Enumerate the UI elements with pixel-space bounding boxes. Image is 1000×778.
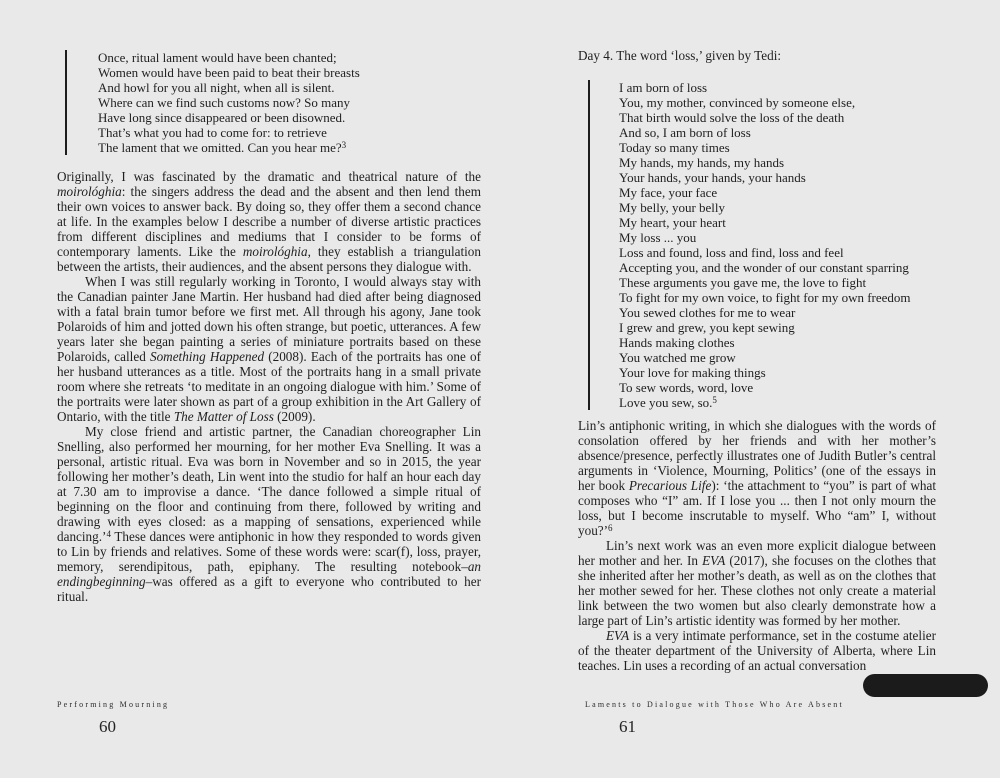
text-segment: That birth would solve the loss of the death [619,110,845,125]
text-segment: Originally, I was fascinated by the dramatic and theatrical nature of the [57,169,481,184]
text-segment: Hands making clothes [619,335,735,350]
text-segment: an endingbeginning [57,559,481,589]
text-segment: Something Happened [149,349,265,364]
text-segment: : the singers address the dead and the absent and then lend them their own voices to answer back. By doing so, they offer them a second chance at life. In the examples below I describe a number of diverse artistic practices from different disciplines and mediums that I consider to be forms of contemporary laments. Like the [57,184,481,259]
quote-line [619,185,936,200]
text-segment: Loss and found, loss and find, loss and feel [619,245,844,260]
quote-line [98,125,481,140]
text-segment: My heart, your heart [619,215,726,230]
text-segment: EVA [702,553,726,568]
text-segment: moirológhia [57,184,122,199]
footnote-marker: 5 [712,395,717,405]
paragraph [578,538,936,628]
quote-line [619,110,936,125]
text-segment: Your love for making things [619,365,766,380]
quote-line [619,80,936,95]
right-body-text [578,418,936,673]
quote-line [619,230,936,245]
text-segment: (2008). Each of the portraits has one of her husband utterances as a title. Most of the portraits hang in a small private room where she retreats ‘to meditate in an ongoing dialogue with him.’ Some of the portraits were later shown as part of a group exhibition in the Art Gallery of Ontario, with the title [57,349,481,424]
text-segment: is a very intimate performance, set in the costume atelier of the theater department of the University of Alberta, where Lin teaches. Lin uses a recording of an actual conversation [578,628,936,673]
quote-line [619,260,936,275]
quote-line [98,80,481,95]
day-heading: Day 4. The word ‘loss,’ given by Tedi: [578,48,782,63]
quote-line [619,245,936,260]
text-segment: My face, your face [619,185,718,200]
quote-line [98,110,481,125]
epigraph-quote [65,50,481,155]
text-segment: Accepting you, and the wonder of our constant sparring [619,260,909,275]
text-segment: Women would have been paid to beat their breasts [98,65,360,80]
left-body-text [57,169,481,604]
text-segment: Have long since disappeared or been disowned. [98,110,346,125]
quote-line [619,155,936,170]
poem-quote [588,80,936,410]
quote-line [98,95,481,110]
right-page [578,48,936,673]
quote-line [98,65,481,80]
text-segment: Your hands, your hands, your hands [619,170,806,185]
text-segment: Once, ritual lament would have been chanted; [98,50,337,65]
quote-line [619,290,936,305]
text-segment: You sewed clothes for me to wear [619,305,796,320]
quote-line [98,140,481,155]
quote-line [619,95,936,110]
page-number-right: 61 [619,717,636,736]
footnote-marker: 3 [341,140,347,150]
quote-line [619,320,936,335]
footnote-marker: 4 [106,529,111,539]
text-segment: The Matter of Loss [173,409,274,424]
text-segment: You, my mother, convinced by someone else, [619,95,856,110]
quote-line [98,50,481,65]
paragraph [57,169,481,274]
text-segment: Lin’s antiphonic writing, in which she dialogues with the words of consolation offered by her friends and with her mother’s absence/presence, perfectly illustrates one of Judith Butler’s central arguments in ‘Violence, Mourning, Politics’ (one of the essays in her book [578,418,936,493]
quote-line [619,125,936,140]
text-segment: My loss ... you [619,230,697,245]
paragraph [578,628,936,673]
text-segment: When I was still regularly working in Toronto, I would always stay with the Canadian painter Jane Martin. Her husband had died after being diagnosed with a fatal brain tumor before we first met. All through his agony, Jane took Polaroids of him and jotted down his often strange, but poetic, utterances. A few years later she began painting a series of miniature portraits based on these Polaroids, called [57,274,481,364]
text-segment: , they establish a triangulation between the artists, their audiences, and the absent persons they dialogue with. [57,244,481,274]
quote-line [619,305,936,320]
paragraph [57,274,481,424]
quote-line [619,395,936,410]
text-segment: EVA [606,628,630,643]
text-segment: And so, I am born of loss [619,125,751,140]
quote-line [619,380,936,395]
text-segment: My belly, your belly [619,200,726,215]
footnote-marker: 6 [608,523,613,533]
redaction-bar [863,674,988,697]
page-number-left: 60 [99,717,116,736]
text-segment: My close friend and artistic partner, the Canadian choreographer Lin Snelling, also performed her mourning, for her mother Eva Snelling. It was a personal, artistic ritual. Eva was born in November and so in 2015, the year following her mother’s death, Lin went into the studio for half an hour each day at 7.30 am to improvise a dance. ‘The dance followed a simple ritual of beginning on the floor and continuing from there, followed by writing and drawing with eyes closed: as a mapping of sensations, experienced while dancing.’ [57,424,481,544]
right-running-footer: Laments to Dialogue with Those Who Are Absent [585,700,844,709]
left-running-footer: Performing Mourning [57,700,170,709]
quote-line [619,215,936,230]
text-segment: moirológhia [242,244,308,259]
text-segment: Precarious Life [628,478,712,493]
text-segment: –was offered as a gift to everyone who contributed to her ritual. [57,574,481,604]
text-segment: And howl for you all night, when all is silent. [98,80,335,95]
text-segment: Lin’s next work was an even more explicit dialogue between her mother and her. In [578,538,936,568]
text-segment: Where can we find such customs now? So many [98,95,350,110]
text-segment: My hands, my hands, my hands [619,155,785,170]
text-segment: These dances were antiphonic in how they responded to words given to Lin by friends and relatives. Some of these words were: scar(f), loss, prayer, memory, serendipitous, path, epiphany. The resulting notebook– [57,529,481,574]
quote-line [619,335,936,350]
text-segment: ): ‘the attachment to “you” is part of what composes who “I” am. If I lose you ... then I not only mourn the loss, but I become inscrutable to myself. Who “am” I, without you?’ [578,478,936,538]
quote-line [619,275,936,290]
text-segment: That’s what you had to come for: to retrieve [98,125,327,140]
text-segment: I am born of loss [619,80,708,95]
quote-line [619,365,936,380]
quote-line [619,170,936,185]
paragraph [57,424,481,604]
text-segment: To fight for my own voice, to fight for my own freedom [619,290,911,305]
text-segment: You watched me grow [619,350,736,365]
text-segment: (2009). [273,409,316,424]
quote-line [619,140,936,155]
left-page [57,50,481,604]
quote-line [619,350,936,365]
text-segment: (2017), she focuses on the clothes that she inherited after her mother’s death, as well as on the clothes that her mother sewed for her. These clothes not only create a material link between the two women but also clearly demonstrate how a large part of Lin’s artistic identity was formed by her mother. [578,553,936,628]
paragraph [578,418,936,538]
text-segment: I grew and grew, you kept sewing [619,320,795,335]
text-segment: To sew words, word, love [619,380,754,395]
text-segment: These arguments you gave me, the love to fight [619,275,867,290]
quote-line [619,200,936,215]
text-segment: The lament that we omitted. Can you hear me? [98,140,342,155]
text-segment: Love you sew, so. [619,395,713,410]
text-segment: Today so many times [619,140,730,155]
